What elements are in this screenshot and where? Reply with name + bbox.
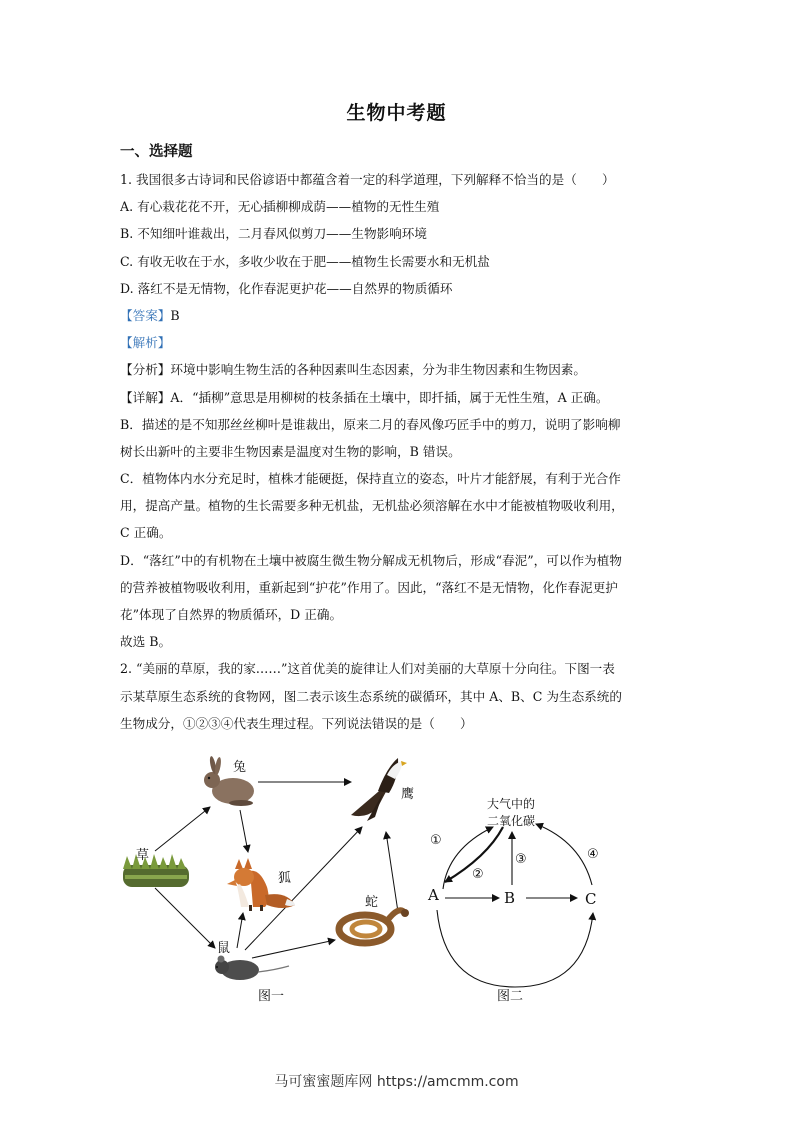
figures-drawing: [115, 745, 615, 1010]
fenxi-tag: 【分析】: [120, 362, 171, 378]
explanation-line: B．描述的是不知那丝丝柳叶是谁裁出，原来二月的春风像巧匠手中的剪刀，说明了影响柳: [120, 416, 621, 432]
label-eagle: 鹰: [401, 787, 415, 802]
q1-option-b: B. 不知细叶谁裁出，二月春风似剪刀——生物影响环境: [120, 226, 427, 242]
q1-xiangjie: [120, 384, 676, 411]
explanation-line: C．植物体内水分充足时，植株才能硬挺，保持直立的姿态，叶片才能舒展，有利于光合作: [120, 471, 621, 487]
figures: [115, 745, 615, 1010]
explanation-line: 花”体现了自然界的物质循环，D 正确。: [120, 607, 343, 622]
arrow-snake-eagle: [386, 832, 398, 912]
q1-option-c: C. 有收无收在于水，多收少收在于肥——植物生长需要水和无机盐: [120, 253, 490, 269]
answer-tag: 【答案】: [120, 307, 171, 323]
process-4-label: ④: [587, 847, 599, 862]
label-snake: 蛇: [365, 895, 379, 910]
analysis-tag: 【解析】: [120, 335, 171, 351]
arrow-mouse-snake: [252, 940, 335, 958]
figure1-caption: 图一: [258, 989, 285, 1004]
co2-label-line2: 二氧化碳: [487, 814, 536, 828]
process-3-label: ③: [515, 852, 527, 867]
mouse-image: [215, 956, 289, 981]
xiangjie-tag: 【详解】: [120, 389, 171, 405]
process-1-label: ①: [430, 833, 442, 848]
q2-stem-line: 生物成分，①②③④代表生理过程。下列说法错误的是（ ）: [120, 715, 473, 731]
explanation-line: 树长出新叶的主要非生物因素是温度对生物的影响，B 错误。: [120, 443, 461, 459]
co2-label-line1: 大气中的: [487, 797, 536, 811]
conclusion-line: 故选 B。: [120, 634, 172, 650]
process-2-label: ②: [472, 867, 484, 882]
arrow-grass-rabbit: [155, 807, 210, 851]
arrow-mouse-fox: [237, 913, 243, 948]
xiangjie-text: A．“插柳”意思是用柳树的枝条插在土壤中，即扦插，属于无性生殖，A 正确。: [170, 389, 609, 405]
node-a: A: [428, 886, 439, 904]
rabbit-image: [204, 756, 254, 806]
figure2-caption: 图二: [497, 989, 524, 1004]
explanation-line: C 正确。: [120, 525, 172, 541]
fenxi-text: 环境中影响生物生活的各种因素叫生态因素，分为非生物因素和生物因素。: [170, 362, 586, 378]
q1-answer: [120, 302, 676, 329]
q1-stem: 1. 我国很多古诗词和民俗谚语中都蕴含着一定的科学道理，下列解释不恰当的是（ ）: [120, 172, 615, 187]
q2-stem-line: 2. “美丽的草原，我的家……”这首优美的旋律让人们对美丽的大草原十分向往。下图一表: [120, 661, 615, 677]
arrow-process-4: [536, 824, 592, 885]
page-footer: 马可蜜蜜题库网 https://amcmm.com: [274, 1074, 519, 1090]
arrow-rabbit-fox: [240, 810, 248, 852]
question-content: [120, 166, 676, 737]
label-grass: 草: [136, 848, 150, 863]
answer-value: B: [170, 307, 180, 323]
explanation-line: 用，提高产量。植物的生长需要多种无机盐，无机盐必须溶解在水中才能被植物吸收利用，: [120, 498, 624, 514]
q1-option-a: A. 有心栽花花不开，无心插柳柳成荫——植物的无性生殖: [120, 199, 440, 215]
explanation-line: D．“落红”中的有机物在土壤中被腐生微生物分解成无机物后，形成“春泥”，可以作为植物: [120, 552, 622, 568]
eagle-image: [351, 758, 407, 821]
node-b: B: [504, 889, 516, 907]
q1-fenxi: [120, 356, 676, 383]
q2-stem-line: 示某草原生态系统的食物网，图二表示该生态系统的碳循环，其中 A、B、C 为生态系统的: [120, 688, 622, 704]
arrow-a-to-c: [437, 910, 593, 987]
label-rabbit: 兔: [233, 760, 247, 775]
q1-option-d: D. 落红不是无情物，化作春泥更护花——自然界的物质循环: [120, 280, 453, 296]
label-fox: 狐: [278, 871, 292, 886]
label-mouse: 鼠: [217, 941, 231, 956]
arrow-grass-mouse: [155, 888, 215, 948]
explanation-line: 的营养被植物吸收利用，重新起到“护花”作用了。因此，“落红不是无情物，化作春泥更护: [120, 579, 618, 595]
snake-image: [339, 909, 409, 943]
node-c: C: [585, 890, 597, 908]
page-title: 生物中考题: [346, 102, 447, 124]
section-heading: 一、选择题: [120, 144, 193, 160]
grass-image: [123, 854, 189, 887]
